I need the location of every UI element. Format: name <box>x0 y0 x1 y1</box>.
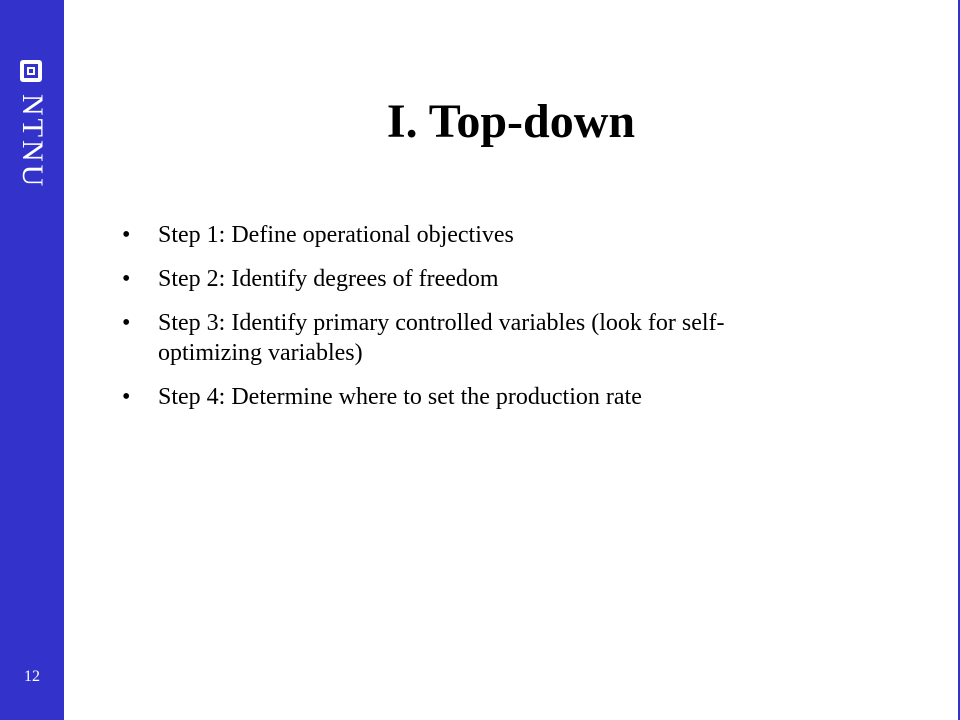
bullet-point-icon: • <box>122 384 131 410</box>
bullet-point-icon: • <box>122 266 131 292</box>
bullet-point-icon: • <box>122 310 131 336</box>
bullet-item <box>122 220 822 250</box>
bullet-text: Step 4: Determine where to set the production rate <box>158 384 642 410</box>
bullet-item <box>122 264 822 294</box>
bullet-item <box>122 382 822 412</box>
slide-title: I. Top-down <box>386 95 636 148</box>
ntnu-logo-icon <box>20 60 42 82</box>
page-number: 12 <box>24 668 40 685</box>
ntnu-logo <box>16 94 48 234</box>
bullet-point-icon: • <box>122 222 131 248</box>
sidebar <box>0 0 64 720</box>
logo-inner-square <box>27 67 35 75</box>
bullet-text: Step 3: Identify primary controlled variables (look for self-optimizing variables) <box>158 310 725 366</box>
logo-text: NTNU <box>16 94 49 190</box>
bullet-list <box>122 220 822 426</box>
bullet-item <box>122 308 822 368</box>
bullet-text: Step 2: Identify degrees of freedom <box>158 266 499 292</box>
bullet-text: Step 1: Define operational objectives <box>158 222 514 248</box>
